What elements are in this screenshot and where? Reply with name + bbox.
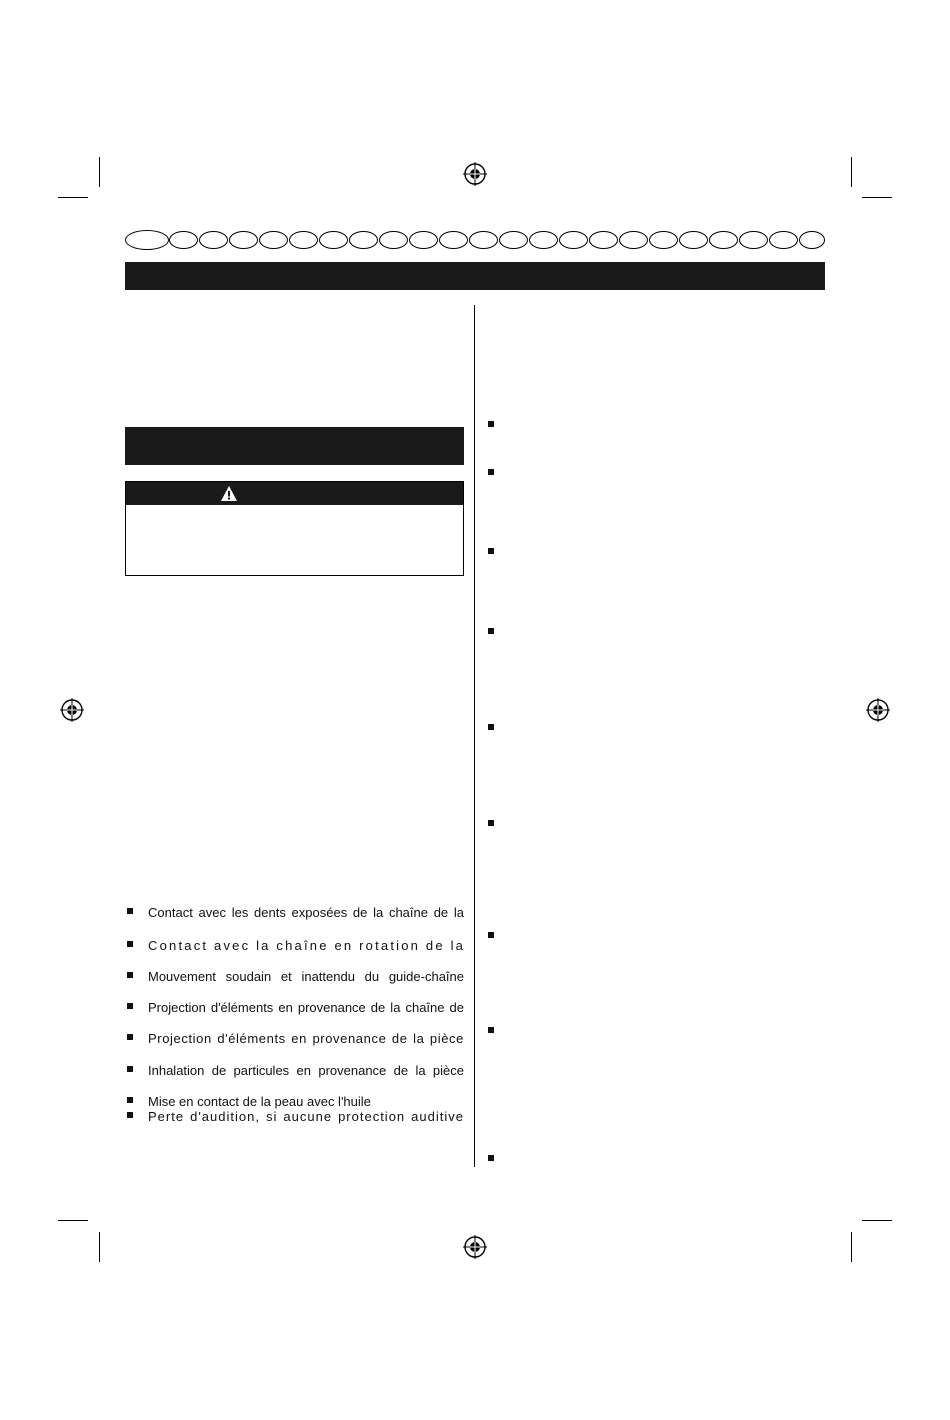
language-tab — [469, 231, 498, 249]
language-tab — [379, 231, 408, 249]
language-tab — [709, 231, 738, 249]
bullet-square-icon — [488, 820, 494, 826]
crop-mark — [99, 1232, 100, 1262]
bullet-square-icon — [488, 548, 494, 554]
warning-box — [125, 481, 464, 576]
bullet-square-icon — [127, 908, 133, 914]
column-divider — [474, 305, 475, 1167]
bullet-square-icon — [488, 1027, 494, 1033]
language-tab — [769, 231, 798, 249]
risk-text: Inhalation de particules en provenance de la pièce — [148, 1063, 464, 1078]
risk-text: Perte d'audition, si aucune protection auditive — [148, 1109, 464, 1124]
bullet-square-icon — [488, 724, 494, 730]
registration-target-icon — [60, 698, 84, 722]
list-item — [125, 905, 464, 921]
bullet-square-icon — [127, 972, 133, 978]
crop-mark — [58, 197, 88, 198]
bullet-square-icon — [127, 941, 133, 947]
list-item — [125, 1094, 464, 1110]
risk-text: Projection d'éléments en provenance de la pièce — [148, 1031, 464, 1046]
warning-triangle-icon — [220, 485, 238, 502]
bullet-square-icon — [127, 1112, 133, 1118]
registration-target-icon — [866, 698, 890, 722]
language-tab — [229, 231, 258, 249]
language-tab — [679, 231, 708, 249]
bullet-square-icon — [488, 1155, 494, 1161]
crop-mark — [862, 1220, 892, 1221]
language-tab — [409, 231, 438, 249]
crop-mark — [58, 1220, 88, 1221]
risk-text: Mouvement soudain et inattendu du guide-chaîne — [148, 969, 464, 984]
language-tab — [529, 231, 558, 249]
language-tab — [739, 231, 768, 249]
language-tab — [199, 231, 228, 249]
list-item — [125, 1031, 464, 1047]
list-item — [125, 1063, 464, 1079]
warning-header — [126, 482, 463, 505]
list-item — [125, 1000, 464, 1016]
language-tab — [319, 231, 348, 249]
language-tab — [619, 231, 648, 249]
risk-text: Mise en contact de la peau avec l'huile — [148, 1094, 371, 1109]
risk-text: Contact avec les dents exposées de la chaîne de la — [148, 905, 464, 920]
bullet-square-icon — [127, 1066, 133, 1072]
registration-target-icon — [463, 162, 487, 186]
bullet-square-icon — [127, 1003, 133, 1009]
crop-mark — [851, 1232, 852, 1262]
language-tab — [499, 231, 528, 249]
bullet-square-icon — [488, 932, 494, 938]
registration-target-icon — [463, 1235, 487, 1259]
page-header-bar — [125, 262, 825, 290]
crop-mark — [99, 157, 100, 187]
language-tab — [799, 231, 825, 249]
section-heading-bar — [125, 427, 464, 465]
list-item — [125, 969, 464, 985]
list-item — [125, 938, 464, 954]
language-tab — [349, 231, 378, 249]
bullet-square-icon — [488, 628, 494, 634]
language-tab — [125, 230, 169, 250]
risk-text: Projection d'éléments en provenance de la chaîne de — [148, 1000, 464, 1015]
language-tab — [649, 231, 678, 249]
language-tab — [439, 231, 468, 249]
language-tab — [169, 231, 198, 249]
language-tab — [589, 231, 618, 249]
bullet-square-icon — [488, 469, 494, 475]
language-tab — [289, 231, 318, 249]
list-item — [125, 1109, 464, 1125]
language-tab-row — [125, 231, 825, 251]
bullet-square-icon — [488, 421, 494, 427]
bullet-square-icon — [127, 1034, 133, 1040]
crop-mark — [851, 157, 852, 187]
risk-text: Contact avec la chaîne en rotation de la — [148, 938, 466, 953]
language-tab — [259, 231, 288, 249]
bullet-square-icon — [127, 1097, 133, 1103]
crop-mark — [862, 197, 892, 198]
language-tab — [559, 231, 588, 249]
